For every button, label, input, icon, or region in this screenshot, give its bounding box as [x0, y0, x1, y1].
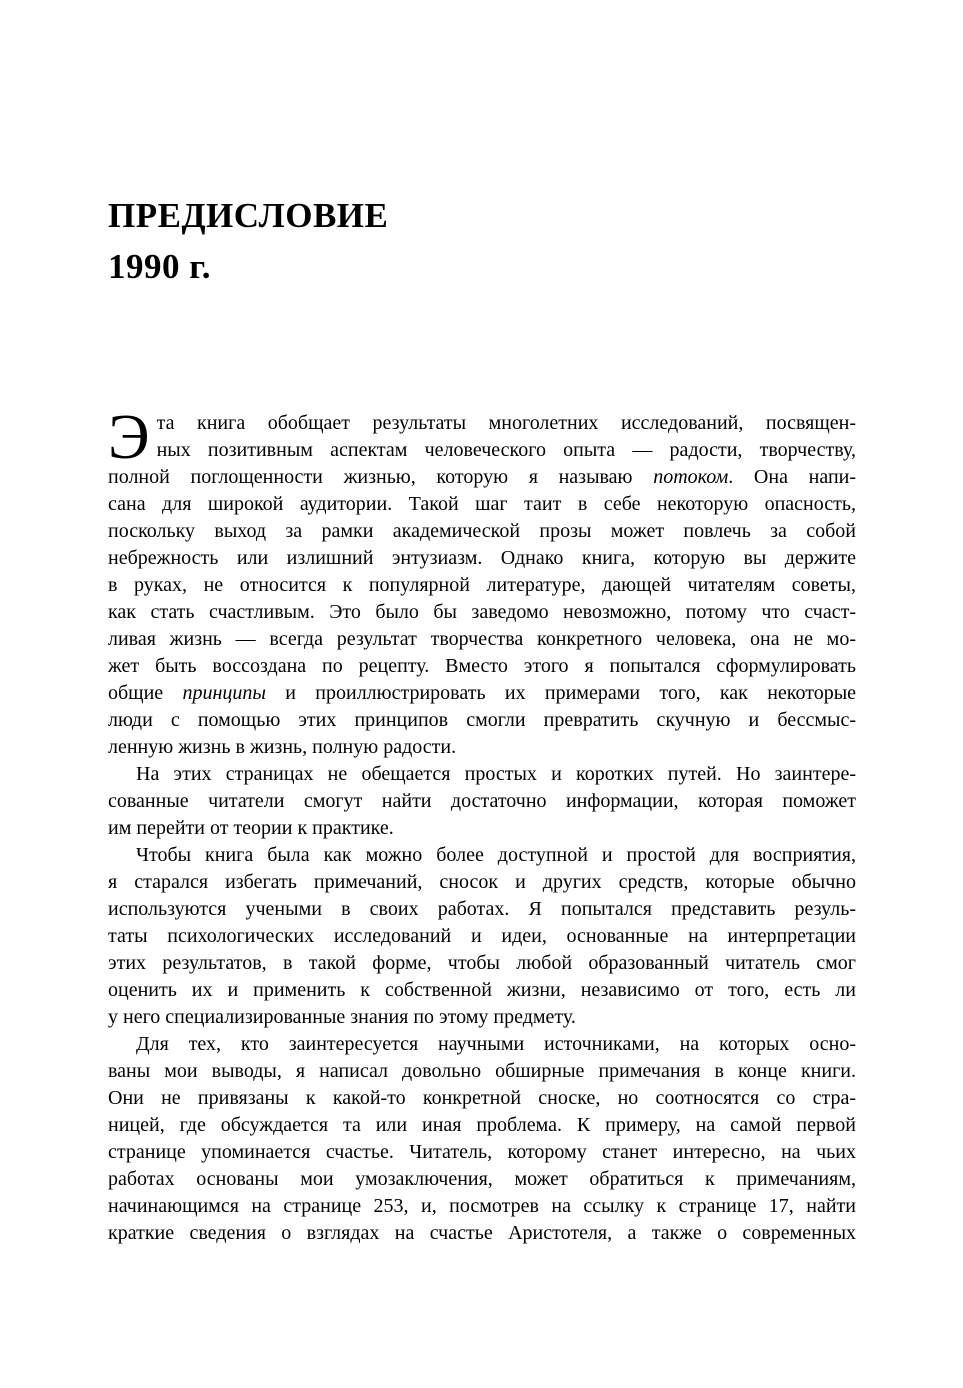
text-line: используются учеными в своих работах. Я попытался представить резуль- — [108, 898, 856, 920]
text-line: Они не привязаны к какой-то конкретной сноске, но соотносятся со стра- — [108, 1087, 856, 1109]
text-line: люди с помощью этих принципов смогли превратить скучную и бессмыс- — [108, 709, 856, 731]
text-line: жет быть воссоздана по рецепту. Вместо этого я попытался сформулировать — [108, 655, 856, 677]
text-line: им перейти от теории к практике. — [108, 817, 394, 839]
text-line: небрежность или излишний энтузиазм. Однако книга, которую вы держите — [108, 547, 856, 569]
text-line: Для тех, кто заинтересуется научными источниками, на которых осно- — [136, 1033, 856, 1055]
text-line: у него специализированные знания по этому предмету. — [108, 1006, 576, 1028]
italic-term: потоком — [653, 466, 729, 488]
text-line: ницей, где обсуждается та или иная проблема. К примеру, на самой первой — [108, 1114, 856, 1136]
text-line: я старался избегать примечаний, сносок и других средств, которые обычно — [108, 871, 856, 893]
paragraph — [108, 761, 856, 842]
text-line: этих результатов, в такой форме, чтобы любой образованный читатель смог — [108, 952, 856, 974]
text-line: сана для широкой аудитории. Такой шаг таит в себе некоторую опасность, — [108, 493, 856, 515]
text-line: таты психологических исследований и идеи, основанные на интерпретации — [108, 925, 856, 947]
text-line: краткие сведения о взглядах на счастье Аристотеля, а также о современных — [108, 1222, 856, 1244]
text-line: поскольку выход за рамки академической прозы может повлечь за собой — [108, 520, 856, 542]
text-line: начинающимся на странице 253, и, посмотрев на ссылку к странице 17, найти — [108, 1195, 856, 1217]
chapter-title-line1: ПРЕДИСЛОВИЕ — [108, 196, 389, 235]
paragraph — [108, 842, 856, 1031]
text-line: сованные читатели смогут найти достаточно информации, которая поможет — [108, 790, 856, 812]
text-line: общие принципы и проиллюстрировать их примерами того, как некоторые — [108, 682, 857, 704]
chapter-title — [108, 190, 856, 292]
text-line: ваны мои выводы, я написал довольно обширные примечания в конце книги. — [108, 1060, 856, 1082]
text-line: На этих страницах не обещается простых и коротких путей. Но заинтере- — [136, 763, 856, 785]
dropcap-letter: Э — [108, 402, 150, 472]
text-line: ленную жизнь в жизнь, полную радости. — [108, 736, 457, 758]
text-line: ных позитивным аспектам человеческого опыта — радости, творчеству, — [156, 439, 856, 461]
italic-term: принципы — [182, 682, 266, 704]
body-text — [108, 402, 857, 1247]
text-line: странице упоминается счастье. Читатель, которому станет интересно, на чьих — [108, 1141, 856, 1163]
text-line: Чтобы книга была как можно более доступной и простой для восприятия, — [136, 844, 856, 866]
text-line: ливая жизнь — всегда результат творчества конкретного человека, она не мо- — [108, 628, 856, 650]
text-line: та книга обобщает результаты многолетних исследований, посвящен- — [156, 412, 856, 434]
paragraph — [108, 1031, 856, 1247]
chapter-title-line2: 1990 г. — [108, 247, 211, 286]
text-line: полной поглощенности жизнью, которую я называю потоком. Она напи- — [108, 466, 857, 488]
text-line: как стать счастливым. Это было бы заведомо невозможно, потому что счаст- — [108, 601, 856, 623]
paragraph — [108, 402, 857, 761]
text-line: в руках, не относится к популярной литературе, дающей читателям советы, — [108, 574, 856, 596]
text-line: оценить их и применить к собственной жизни, независимо от того, есть ли — [108, 979, 856, 1001]
text-line: работах основаны мои умозаключения, может обратиться к примечаниям, — [108, 1168, 856, 1190]
